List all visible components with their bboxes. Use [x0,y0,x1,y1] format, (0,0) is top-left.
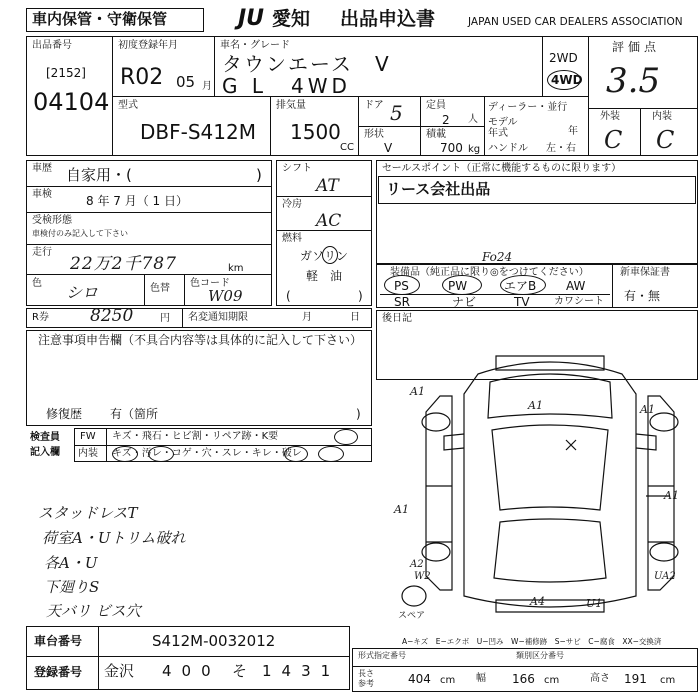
handwritten-note-4: 下廻りS [44,578,100,596]
fw-items: キズ・飛石・ヒビ割・リペア跡・K要 [112,431,279,442]
capacity: 2 [442,113,450,127]
spare-label: スペア [398,611,426,621]
rating-label: 評価点 [612,40,661,54]
inspector-label2: 記入欄 [30,447,60,458]
plate-class: 400 [162,662,221,680]
width-value: 166 [512,672,535,686]
aircon-label: 冷房 [282,199,302,210]
damage-mark: A1 [410,385,425,398]
notes-label: 注意事項申告欄（不具合内容等は具体的に記入して下さい） [38,333,363,347]
handwritten-note-1: スタッドレスT [38,504,138,522]
shift-label: シフト [282,163,312,174]
recycle: 8250 [90,306,134,326]
interior-grade: C [656,126,675,154]
handle-options: 左・右 [546,143,576,154]
int-items: キズ・汚レ・コゲ・穴・スレ・キレ・破レ [112,448,302,459]
equipment-annotation: Fo24 [482,250,513,264]
repair-value: 有（箇所 [110,407,159,421]
recycle-unit: 円 [160,313,170,324]
selling-points-label: セールスポイント（正常に機能するものに限ります） [382,163,622,174]
category-label: 類別区分番号 [516,651,564,660]
height-value: 191 [624,672,647,686]
lot-label: 出品番号 [32,40,72,51]
width-label: 幅 [476,673,486,684]
damage-mark: A4 [530,595,545,608]
ref-label: 参考 [358,679,374,688]
after-note-label: 後日記 [382,313,412,324]
equip-airbag: エアB [504,279,537,293]
drive-2wd: 2WD [549,51,578,65]
capacity-unit: 人 [468,114,478,125]
color-code: W09 [208,287,243,305]
doors-label: ドア [364,100,384,111]
dealer-label: ディーラー・並行 [488,102,568,113]
plate-label: 登録番号 [34,665,83,679]
exterior-label: 外装 [600,111,620,122]
car-damage-diagram [400,346,700,624]
fuel-options: ガソリン [300,249,349,263]
handwritten-note-3: 各A・U [44,554,98,572]
color-change-label: 色替 [150,283,170,294]
color-code-label: 色コード [190,278,230,289]
equipment-label: 装備品（純正品に限り◎をつけてください） [390,267,589,278]
aircon: AC [316,211,342,231]
equip-ps: PS [394,279,409,293]
model-year-label2: 年式 [488,128,508,139]
mileage-label: 走行 [32,247,52,258]
type-label: 形式指定番号 [358,651,406,660]
displacement-label: 排気量 [276,100,306,111]
model-label: 型式 [118,100,138,111]
mileage: 22万2千787 [70,254,177,274]
selling-points-text: リース会社出品 [386,180,491,198]
registration-era-year: R02 [120,65,164,90]
load-label: 積載 [426,129,446,140]
form-title: 出品申込書 [340,8,436,30]
recycle-label: R券 [32,312,49,323]
car-name-label: 車名・グレード [220,40,290,51]
damage-mark: A1 [528,399,543,412]
model-code: DBF-S412M [140,120,256,144]
damage-mark: A2 [410,559,424,570]
fuel-gasoline-circle [322,246,338,264]
capacity-label: 定員 [426,100,446,111]
ju-logo-mark: JU [238,6,265,31]
color: シロ [66,283,99,302]
model-year-label: モデル [488,117,518,128]
year-unit: 年 [568,126,578,137]
damage-mark: W2 [414,571,431,582]
damage-mark: UA2 [654,571,676,582]
equip-tv: TV [514,295,530,309]
registration-month-unit: 月 [202,81,212,92]
exterior-grade: C [604,126,623,154]
doors: 5 [390,101,403,125]
ju-logo-text: 愛知 [272,8,311,30]
shape: V [384,141,393,155]
plate-region: 金沢 [104,662,135,680]
car-name: タウンエース V [222,52,391,76]
equip-sr: SR [394,295,410,309]
handwritten-note-5: 天バリ ビス穴 [46,602,141,620]
warranty-options: 有・無 [624,289,661,303]
drive-4wd: 4WD [551,73,583,87]
equip-ps-circle [384,275,420,295]
shape-label: 形状 [364,129,384,140]
inspector-label: 検査員 [30,432,60,443]
fuel-label: 燃料 [282,233,302,244]
plate-number: 1431 [262,662,341,680]
equip-pw-circle [442,275,482,295]
handle-label: ハンドル [488,143,528,154]
registration-label: 初度登録年月 [118,40,178,51]
damage-mark: A1 [640,403,655,416]
equip-navi: ナビ [452,295,477,309]
equip-seat: カワシート [554,296,604,307]
plate-kana: そ [232,662,248,680]
chassis-label: 車台番号 [34,634,83,648]
damage-mark: U1 [586,597,603,610]
rating-score: 3.5 [606,61,661,101]
load: 700 [440,141,463,155]
repair-label: 修復歴 [46,407,83,421]
int-label: 内装 [78,448,98,459]
handwritten-note-2: 荷室A・Uトリム破れ [42,529,186,547]
association-name: JAPAN USED CAR DEALERS ASSOCIATION [468,16,683,28]
warranty-label: 新車保証書 [620,267,670,278]
registration-month: 05 [176,73,196,91]
equip-pw: PW [448,279,468,293]
usage: 自家用・( [66,166,132,184]
color-label: 色 [32,278,42,289]
lot-sub: [2152] [46,66,86,80]
form-label: 受検形態 [32,215,72,226]
inspection: 8 年 7 月（ 1 日） [86,194,188,208]
mileage-unit: km [228,263,244,274]
storage-note: 車内保管・守衛保管 [32,10,168,28]
displacement-unit: CC [340,142,354,153]
form-note: 車検付のみ記入して下さい [32,229,128,238]
chassis-number: S412M-0032012 [152,632,276,650]
name-change-label: 名変通知期限 [188,312,248,323]
usage-label: 車歴 [32,163,52,174]
length-label: 長さ [358,669,374,678]
damage-legend: A−キズ E−エクボ U−凹み W−補修跡 S−サビ C−腐食 XX−交換済 [402,637,662,646]
damage-mark: A1 [394,503,409,516]
interior-label: 内装 [652,111,672,122]
shift: AT [316,176,339,196]
equip-airbag-circle [500,275,546,295]
inspection-label: 車検 [32,189,52,200]
damage-mark: A1 [664,489,679,502]
displacement: 1500 [290,120,341,144]
fuel-alt: 軽 油 [306,269,343,283]
car-grade: G L 4WD [222,74,351,98]
height-label: 高さ [590,673,610,684]
lot-number: 04104 [33,88,110,116]
load-unit: kg [468,144,481,155]
length-value: 404 [408,672,431,686]
fw-label: FW [80,431,96,442]
equip-aw: AW [566,279,586,293]
